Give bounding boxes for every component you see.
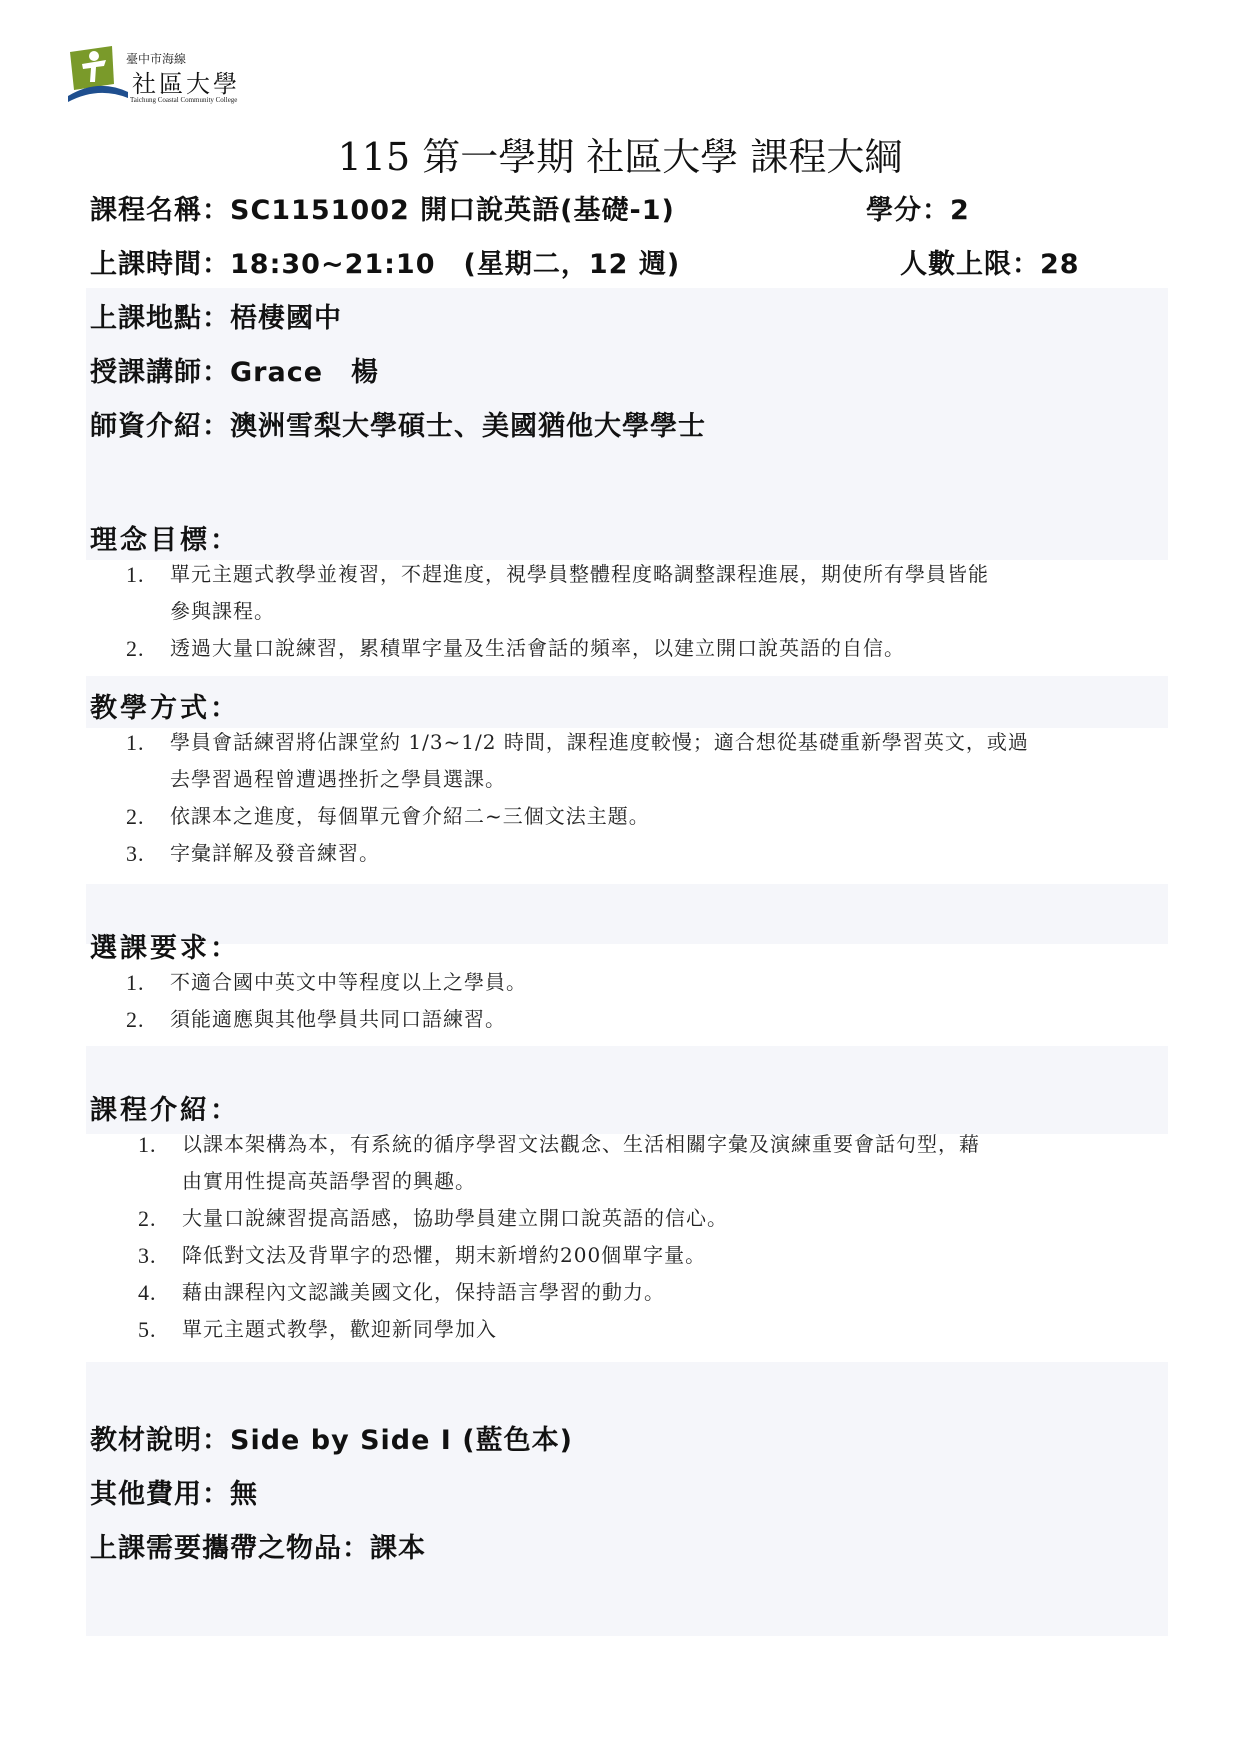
list-text: 須能適應與其他學員共同口語練習。 [170, 1007, 506, 1031]
list-number: 2. [126, 1007, 145, 1032]
requirements-list [126, 964, 527, 1038]
other-fees: 其他費用：無 [90, 1479, 258, 1510]
list-item [138, 1126, 980, 1200]
credits: 學分：2 [866, 195, 970, 226]
logo-sub-text: Taichung Coastal Community College [130, 96, 238, 104]
list-text: 字彙詳解及發音練習。 [170, 841, 380, 865]
materials: 教材說明：Side by Side I (藍色本) [90, 1425, 573, 1456]
list-number: 2. [126, 636, 145, 661]
list-text: 大量口說練習提高語感，協助學員建立開口說英語的信心。 [182, 1206, 728, 1230]
list-text: 去學習過程曾遭遇挫折之學員選課。 [170, 767, 506, 791]
list-number: 1. [138, 1132, 157, 1157]
section-heading-requirements: 選課要求： [90, 933, 240, 964]
class-time: 上課時間：18:30~21:10 (星期二，12 週) [90, 249, 681, 280]
list-text: 單元主題式教學並複習，不趕進度，視學員整體程度略調整課程進展，期使所有學員皆能 [170, 562, 989, 586]
list-text: 不適合國中英文中等程度以上之學員。 [170, 970, 527, 994]
goals-list [126, 556, 989, 667]
list-text: 以課本架構為本，有系統的循序學習文法觀念、生活相關字彙及演練重要會話句型，藉 [182, 1132, 980, 1156]
methods-list [126, 724, 1029, 872]
shaded-block [86, 1046, 1168, 1134]
list-number: 3. [138, 1243, 157, 1268]
list-text: 學員會話練習將佔課堂約 1/3~1/2 時間，課程進度較慢；適合想從基礎重新學習英文，或過 [170, 730, 1029, 754]
list-number: 2. [138, 1206, 157, 1231]
list-item [126, 630, 989, 667]
list-item [138, 1274, 980, 1311]
logo-main-text: 社區大學 [132, 70, 240, 98]
list-text: 參與課程。 [170, 599, 275, 623]
list-item [126, 964, 527, 1001]
list-text: 由實用性提高英語學習的興趣。 [182, 1169, 476, 1193]
list-number: 1. [126, 562, 145, 587]
list-text: 藉由課程內文認識美國文化，保持語言學習的動力。 [182, 1280, 665, 1304]
capacity: 人數上限：28 [900, 249, 1080, 280]
list-item [126, 798, 1029, 835]
page-title: 115 第一學期 社區大學 課程大綱 [337, 135, 903, 179]
list-number: 3. [126, 841, 145, 866]
list-number: 1. [126, 970, 145, 995]
shaded-block [86, 884, 1168, 944]
school-logo [68, 44, 278, 108]
list-text: 透過大量口說練習，累積單字量及生活會話的頻率，以建立開口說英語的自信。 [170, 636, 905, 660]
list-number: 4. [138, 1280, 157, 1305]
list-item [126, 556, 989, 630]
list-item [138, 1311, 980, 1348]
logo-emblem-icon [68, 44, 128, 108]
list-item [126, 835, 1029, 872]
intro-list [138, 1126, 980, 1348]
list-text: 降低對文法及背單字的恐懼，期末新增約200個單字量。 [182, 1243, 707, 1267]
items-to-bring: 上課需要攜帶之物品：課本 [90, 1533, 426, 1564]
shaded-block [86, 676, 1168, 728]
section-heading-intro: 課程介紹： [90, 1095, 240, 1126]
list-item [126, 1001, 527, 1038]
logo-top-text: 臺中市海線 [126, 52, 187, 66]
list-number: 2. [126, 804, 145, 829]
course-name: 課程名稱：SC1151002 開口說英語(基礎-1) [90, 195, 675, 226]
section-heading-goals: 理念目標： [90, 525, 240, 556]
list-text: 依課本之進度，每個單元會介紹二~三個文法主題。 [170, 804, 650, 828]
list-item [126, 724, 1029, 798]
instructor-bio: 師資介紹：澳洲雪梨大學碩士、美國猶他大學學士 [90, 411, 706, 442]
list-number: 5. [138, 1317, 157, 1342]
list-item [138, 1200, 980, 1237]
list-text: 單元主題式教學，歡迎新同學加入 [182, 1317, 497, 1341]
list-item [138, 1237, 980, 1274]
instructor: 授課講師：Grace 楊 [90, 357, 380, 388]
list-number: 1. [126, 730, 145, 755]
section-heading-methods: 教學方式： [90, 693, 240, 724]
location: 上課地點：梧棲國中 [90, 303, 342, 334]
